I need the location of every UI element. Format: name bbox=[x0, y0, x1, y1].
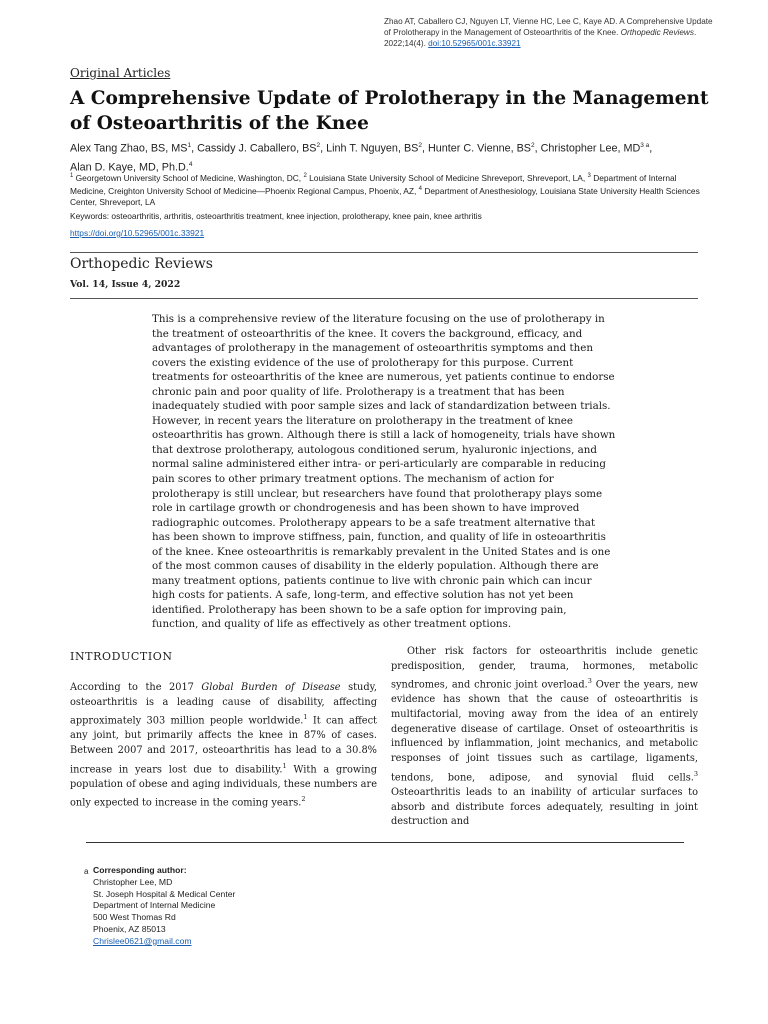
affil-number: 4 bbox=[418, 185, 423, 192]
body-text: Other risk factors for osteoarthritis include genetic predisposition, gender, trauma, hormones, metabolic syndromes, and chronic joint overload. bbox=[391, 646, 698, 691]
author-affil-ref: 4 bbox=[188, 160, 193, 168]
introduction-heading: INTRODUCTION bbox=[70, 650, 173, 663]
body-text: Over the years, new evidence has shown that the cause of osteoarthritis is multifactorial, moving away from the idea of an entirely degenerative disease of cartilage. Onset of osteoarthritis is influenced by inflammation, joint mechanics, and metabolic responses of joint tissues such as cartilage, ligaments, tendons, bone, adipose, and synovial fluid cells. bbox=[391, 679, 698, 784]
citation-issue: . 2022;14(4). bbox=[384, 28, 697, 48]
footnote-line: 500 West Thomas Rd bbox=[93, 912, 176, 923]
author-name: Hunter C. Vienne, BS bbox=[427, 142, 531, 155]
author-name: Alex Tang Zhao, BS, MS bbox=[70, 142, 188, 155]
body-text: Osteoarthritis leads to an inability of articular surfaces to absorb and distribute forces adequately, resulting in joint destruction and bbox=[391, 786, 698, 828]
affil-text: Georgetown University School of Medicine, Washington, DC, bbox=[75, 172, 304, 183]
affil-number: 1 bbox=[70, 173, 74, 179]
author-name: Christopher Lee, MD bbox=[540, 142, 641, 155]
citation-text: Zhao AT, Caballero CJ, Nguyen LT, Vienne HC, Lee C, Kaye AD. A Comprehensive Update of Prolotherapy in the Management of Osteoarthritis of the Knee. bbox=[384, 17, 713, 37]
footnote-line: Christopher Lee, MD bbox=[93, 876, 173, 887]
body-text: study, osteoarthritis is a leading cause of disability, affecting approximately 303 million people worldwide. bbox=[70, 682, 377, 727]
author-list: Alex Tang Zhao, BS, $MS^1$, Cassidy J. Caballero, $BS^2$, Linh T. Nguyen, $BS^2$, Hunter C. Vienne, $BS^2$, Christopher Lee, $MD^{3 a}$, Alan D. Kaye, MD, Ph.D.$^4$ bbox=[70, 142, 653, 174]
author-affil-ref: 2 bbox=[418, 142, 422, 149]
author-affil-ref: 2 bbox=[531, 142, 535, 149]
citation-doi-link[interactable]: doi:10.52965/001c.33921 bbox=[428, 39, 521, 48]
affiliations bbox=[70, 171, 700, 208]
corresponding-author-footnote bbox=[93, 865, 235, 948]
body-emphasis: Global Burden of Disease bbox=[201, 682, 341, 693]
author-name: Cassidy J. Caballero, BS bbox=[197, 142, 317, 155]
author-name: Alan D. Kaye, MD, Ph.D. bbox=[70, 161, 189, 174]
footnote-divider bbox=[86, 842, 684, 843]
affil-number: 3 bbox=[587, 173, 591, 179]
citation-journal: Orthopedic Reviews bbox=[620, 28, 694, 37]
abstract: This is a comprehensive review of the literature focusing on the use of prolotherapy in the treatment of osteoarthritis of the knee. It covers the background, efficacy, and advantages of prolotherapy in the management of osteoarthritis symptoms and then covers the existing evidence of the use of prolotherapy for this purpose. Current treatments for osteoarthritis of the knee are numerous, yet patients continue to endorse chronic pain and poor quality of life. Prolotherapy is a treatment that has been inadequately studied with poor sample sizes and lack of standardization between trials. However, in recent years the literature on prolotherapy in the treatment of knee osteoarthritis has grown. Although there is still a lack of homogeneity, trials have shown that dextrose prolotherapy, autologous conditioned serum, hyaluronic injections, and normal saline administered either intra- or peri-articularly are comparable in reducing pain scores to other primary treatment options. The mechanism of action for prolotherapy is still unclear, but researchers have found that prolotherapy plays some role in cartilage growth or chondrogenesis and has been shown to have improved radiographic outcomes. Prolotherapy appears to be a safe treatment alternative that has been shown to improve stiffness, pain, function, and quality of life in osteoarthritis of the knee. Knee osteoarthritis is remarkably prevalent in the United States and is one of the most common causes of disability in the elderly population. Although there are many treatment options, patients continue to live with chronic pain which can incur high costs for patients. A safe, long-term, and effective solution has not yet been identified. Prolotherapy has been shown to be a safe option for improving pain, function, and quality of life as effectively as other treatment options. bbox=[152, 313, 616, 631]
footnote-line: Phoenix, AZ 85013 bbox=[93, 923, 166, 934]
article-title: A Comprehensive Update of Prolotherapy in the Management of Osteoarthritis of the Knee bbox=[70, 88, 709, 134]
affil-text: Louisiana State University School of Medicine Shreveport, Shreveport, LA, bbox=[309, 172, 588, 183]
affil-number: 2 bbox=[303, 173, 307, 179]
reference-marker[interactable]: 1 bbox=[303, 713, 308, 722]
reference-marker[interactable]: 3 bbox=[693, 769, 698, 778]
footnote-email-link[interactable]: Chrislee0621@gmail.com bbox=[93, 935, 192, 946]
body-text: It can affect any joint, but primarily affects the knee in 87% of cases. Between 2007 and 2017, osteoarthritis has lead to a 30.8% increase in years lost due to disability. bbox=[70, 715, 377, 776]
body-text: According to the 2017 bbox=[70, 682, 202, 693]
journal-name: Orthopedic Reviews bbox=[70, 256, 213, 272]
affil-text: Department of Internal Medicine, Creighton University School of Medicine—Phoenix Regional Campus, Phoenix, AZ, bbox=[70, 172, 677, 196]
affil-text: Department of Anesthesiology, Louisiana State University Health Sciences Center, Shreveport, LA bbox=[70, 185, 700, 207]
footnote-line: St. Joseph Hospital & Medical Center bbox=[93, 888, 236, 899]
body-text: With a growing population of obese and aging individuals, these numbers are only expected to increase in the coming years. bbox=[70, 764, 377, 809]
section-label: Original Articles bbox=[70, 66, 171, 80]
author-affil-ref: 2 bbox=[316, 142, 321, 149]
reference-marker[interactable]: 2 bbox=[301, 795, 306, 804]
citation-block bbox=[384, 16, 714, 49]
body-right-column bbox=[391, 645, 698, 830]
author-affil-ref: 3 a bbox=[640, 142, 650, 149]
author-affil-ref: 1 bbox=[187, 142, 192, 149]
volume-info: Vol. 14, Issue 4, 2022 bbox=[70, 279, 181, 290]
header-divider bbox=[70, 252, 698, 253]
abstract-divider bbox=[70, 298, 698, 299]
footnote-marker: a bbox=[84, 867, 89, 876]
footnote-heading: Corresponding author: bbox=[93, 865, 187, 875]
footnote-line: Department of Internal Medicine bbox=[93, 900, 216, 911]
reference-marker[interactable]: 3 bbox=[587, 677, 592, 686]
keywords: Keywords: osteoarthritis, arthritis, osteoarthritis treatment, knee injection, prolotherapy, knee pain, knee arthritis bbox=[70, 211, 482, 221]
reference-marker[interactable]: 1 bbox=[282, 761, 287, 770]
doi-link[interactable]: https://doi.org/10.52965/001c.33921 bbox=[70, 228, 205, 238]
body-left-column bbox=[70, 681, 377, 811]
author-name: Linh T. Nguyen, BS bbox=[326, 142, 419, 155]
